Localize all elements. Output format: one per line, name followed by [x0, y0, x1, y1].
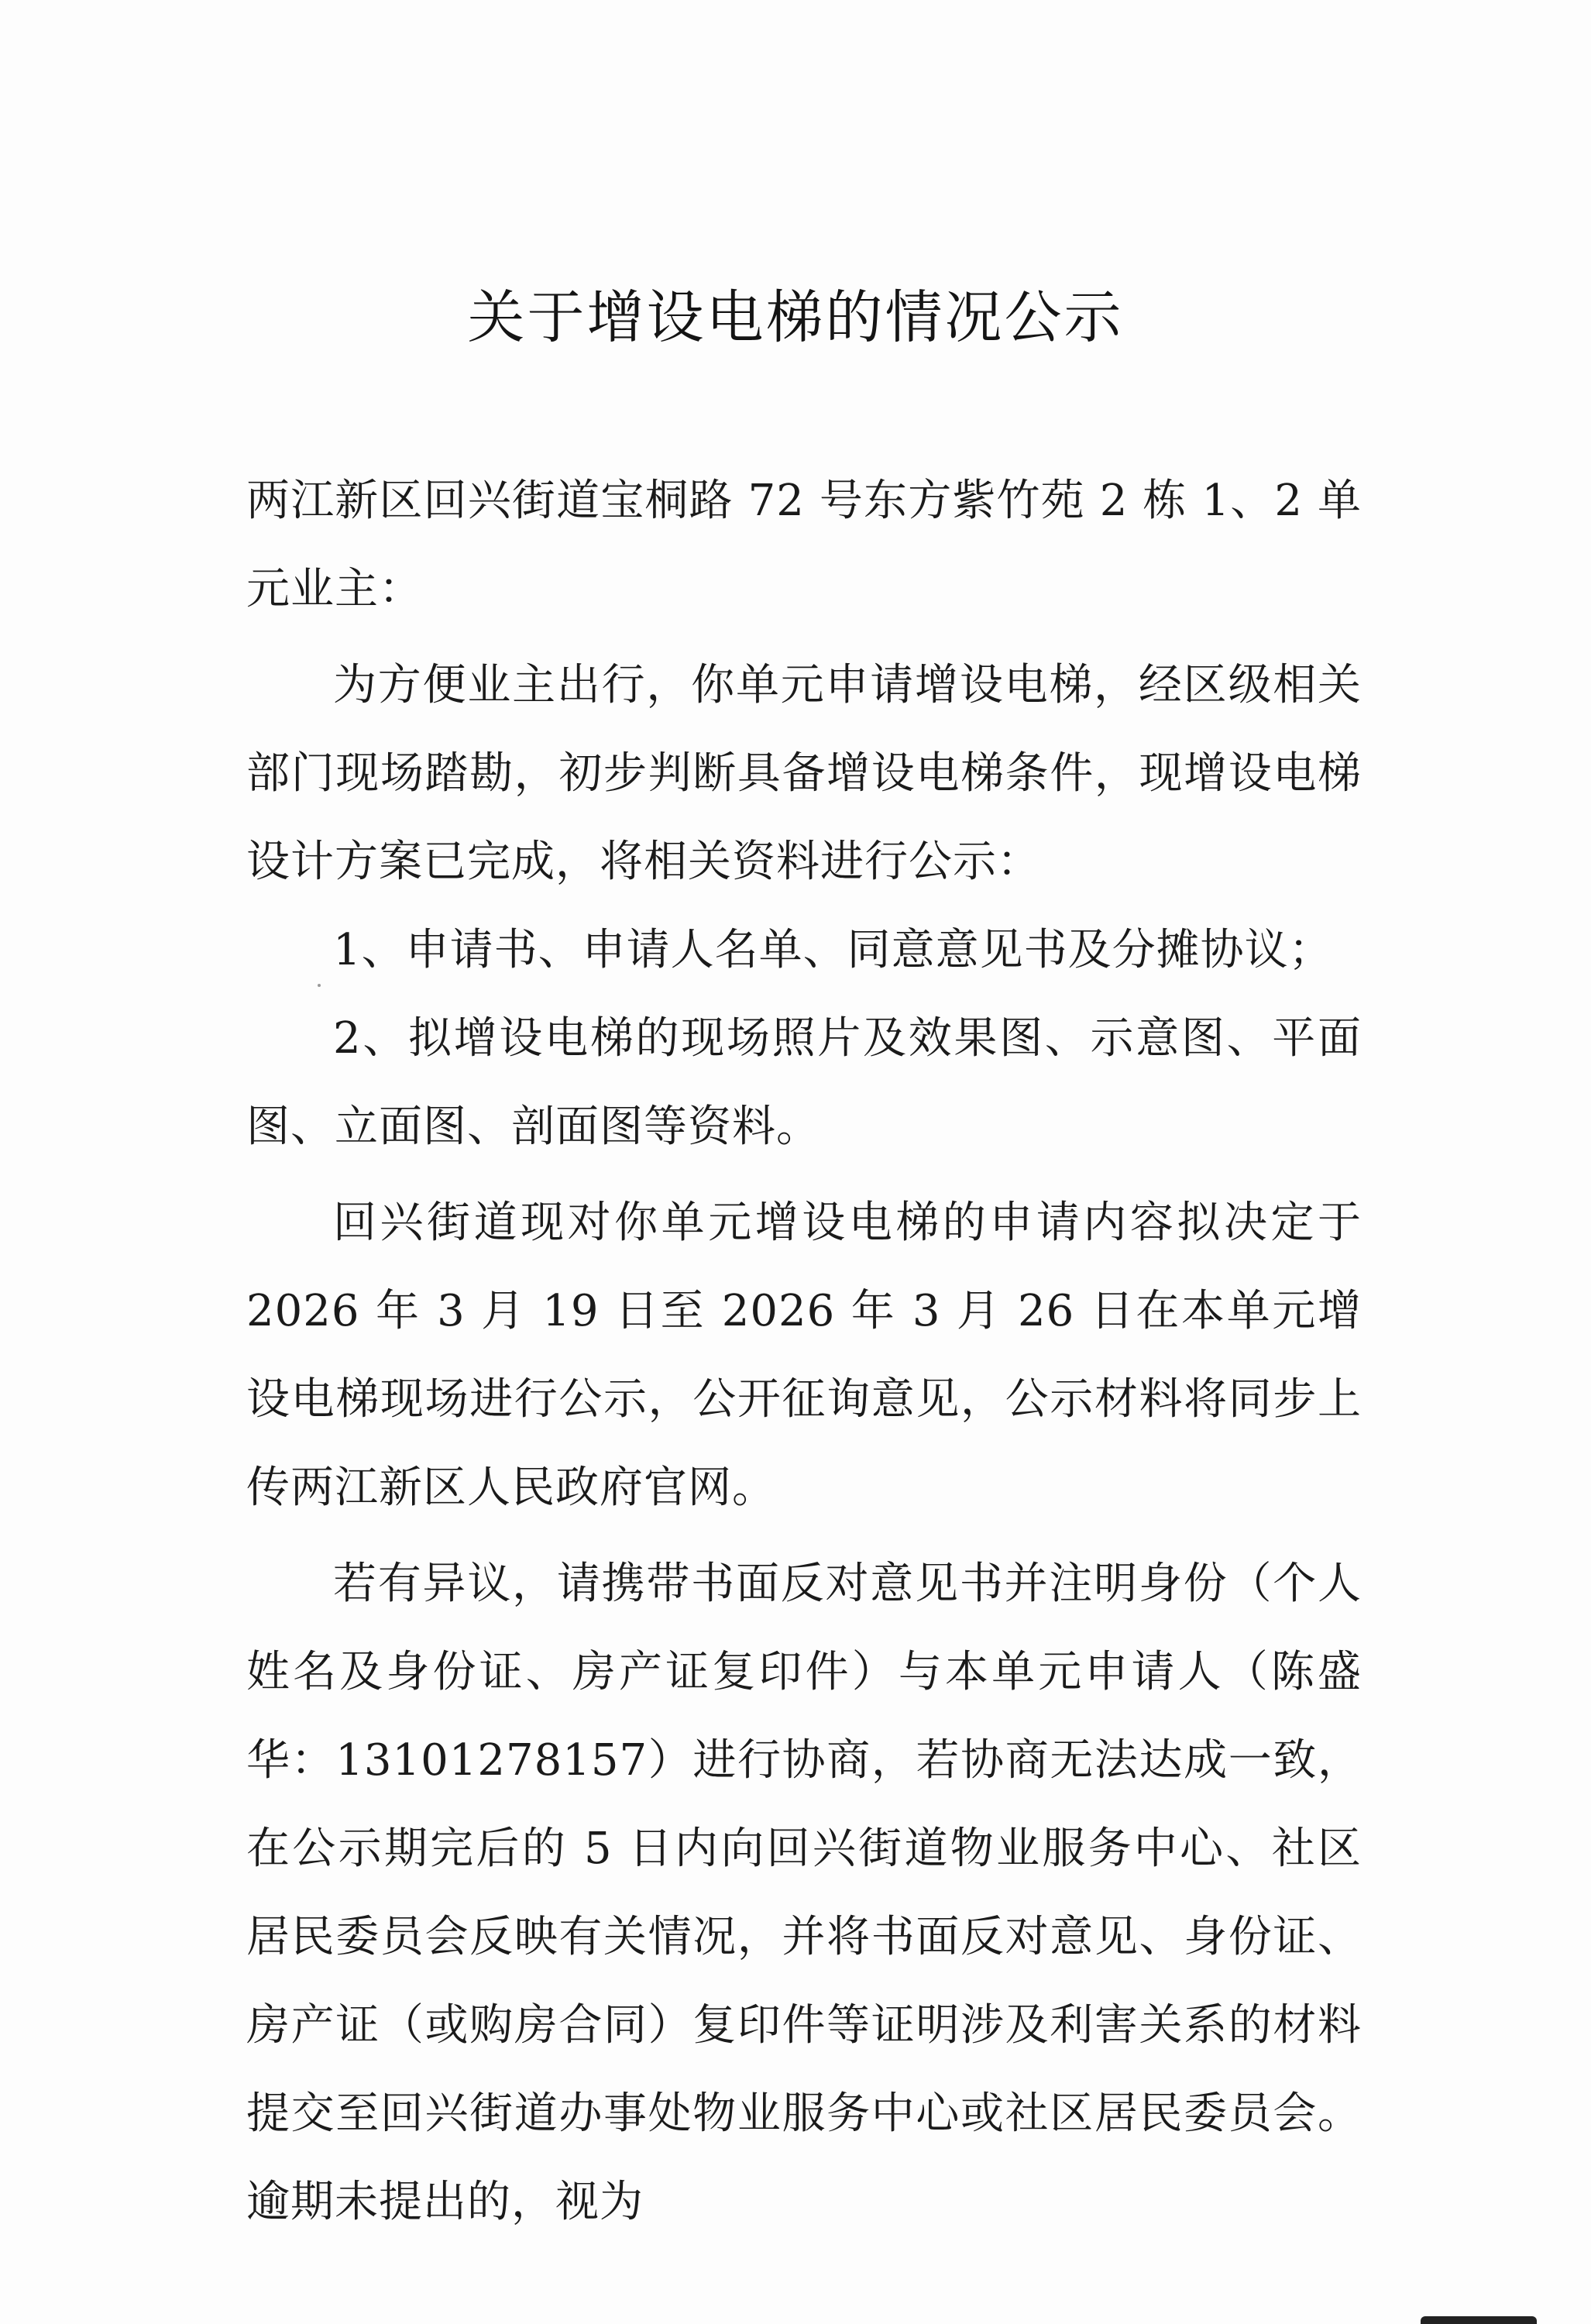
document-body [246, 457, 1362, 2247]
scan-speck [318, 984, 321, 987]
document-title: 关于增设电梯的情况公示 [467, 284, 1124, 351]
objection-paragraph: 若有异议，请携带书面反对意见书并注明身份（个人姓名及身份证、房产证复印件）与本单元申请人（陈盛华：13101278157）进行协商，若协商无法达成一致，在公示期完后的 5 日内向回兴街道物业服务中心、社区居民委员会反映有关情况，并将书面反对意见、身份证、房产证（或购房合同）复印件等证明涉及利害关系的材料提交至回兴街道办事处物业服务中心或社区居民委员会。逾期未提出的，视为 [246, 1559, 1362, 2227]
intro-paragraph: 为方便业主出行，你单元申请增设电梯，经区级相关部门现场踏勘，初步判断具备增设电梯条件，现增设电梯设计方案已完成，将相关资料进行公示： [246, 660, 1362, 887]
notice-paragraph: 回兴街道现对你单元增设电梯的申请内容拟决定于 2026 年 3 月 19 日至 2026 年 3 月 26 日在本单元增设电梯现场进行公示，公开征询意见，公示材料将同步上传两江新区人民政府官网。 [246, 1198, 1362, 1513]
list-item-2: 2、拟增设电梯的现场照片及效果图、示意图、平面图、立面图、剖面图等资料。 [246, 1013, 1362, 1152]
addressee-line: 两江新区回兴街道宝桐路 72 号东方紫竹苑 2 栋 1、2 单元业主： [246, 476, 1362, 614]
list-item-1: 1、申请书、申请人名单、同意意见书及分摊协议； [333, 925, 1333, 975]
scan-edge-mark [1421, 2316, 1537, 2324]
